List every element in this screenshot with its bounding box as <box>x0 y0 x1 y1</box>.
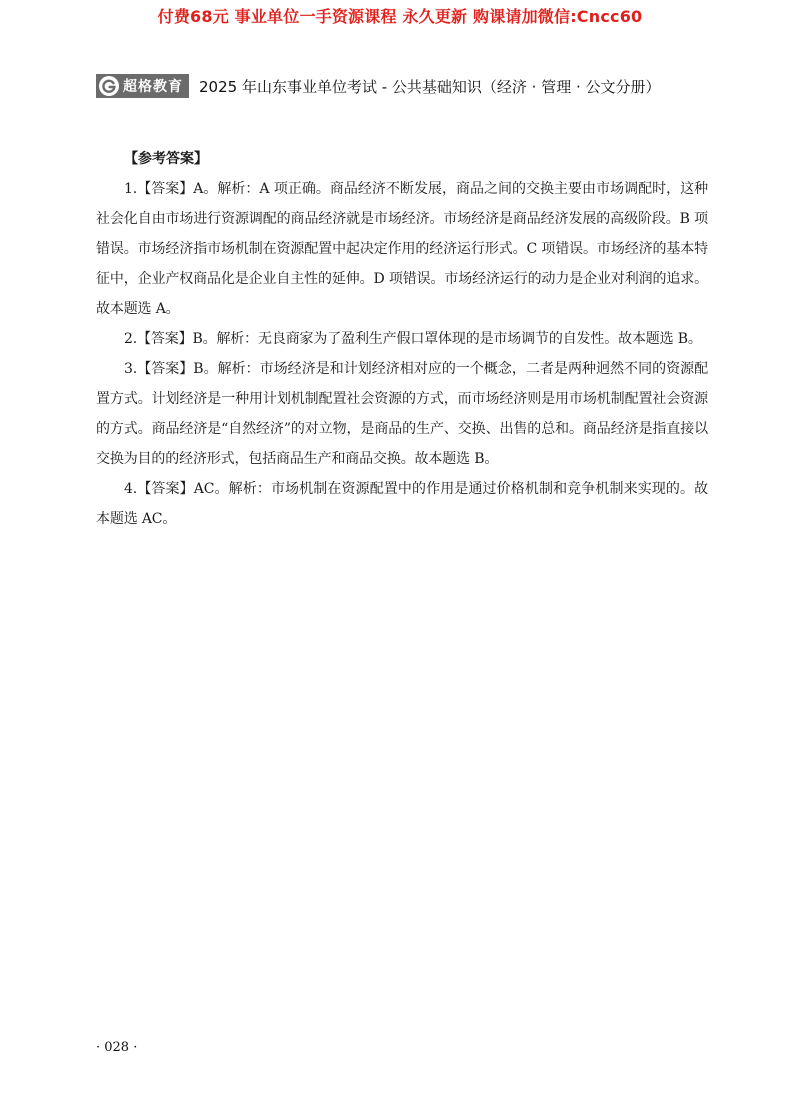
logo-g-icon <box>99 76 119 96</box>
section-heading: 【参考答案】 <box>124 151 208 167</box>
answer-section <box>96 144 708 534</box>
answer-item-1: 1.【答案】A。解析：A 项正确。商品经济不断发展，商品之间的交换主要由市场调配时，这种社会化自由市场进行资源调配的商品经济就是市场经济。市场经济是商品经济发展的高级阶段。B 项错误。市场经济指市场机制在资源配置中起决定作用的经济运行形式。C 项错误。市场经济的基本特征中，企业产权商品化是企业自主性的延伸。D 项错误。市场经济运行的动力是企业对利润的追求。故本题选 A。 <box>96 181 708 317</box>
page-header <box>96 73 706 99</box>
page-number: · 028 · <box>96 1040 138 1055</box>
answer-item-4: 4.【答案】AC。解析：市场机制在资源配置中的作用是通过价格机制和竞争机制来实现的。故本题选 AC。 <box>96 481 708 527</box>
answer-item-2: 2.【答案】B。解析：无良商家为了盈利生产假口罩体现的是市场调节的自发性。故本题选 B。 <box>124 331 702 347</box>
brand-logo <box>96 74 189 98</box>
answer-item-3: 3.【答案】B。解析：市场经济是和计划经济相对应的一个概念，二者是两种迥然不同的资源配置方式。计划经济是一种用计划机制配置社会资源的方式，而市场经济则是用市场机制配置社会资源的方式。商品经济是“自然经济”的对立物，是商品的生产、交换、出售的总和。商品经济是指直接以交换为目的的经济形式，包括商品生产和商品交换。故本题选 B。 <box>96 361 708 467</box>
logo-text: 超格教育 <box>123 79 183 95</box>
header-title: 2025 年山东事业单位考试 - 公共基础知识（经济 · 管理 · 公文分册） <box>199 77 661 96</box>
watermark-banner: 付费68元 事业单位一手资源课程 永久更新 购课请加微信:Cncc60 <box>157 7 643 26</box>
